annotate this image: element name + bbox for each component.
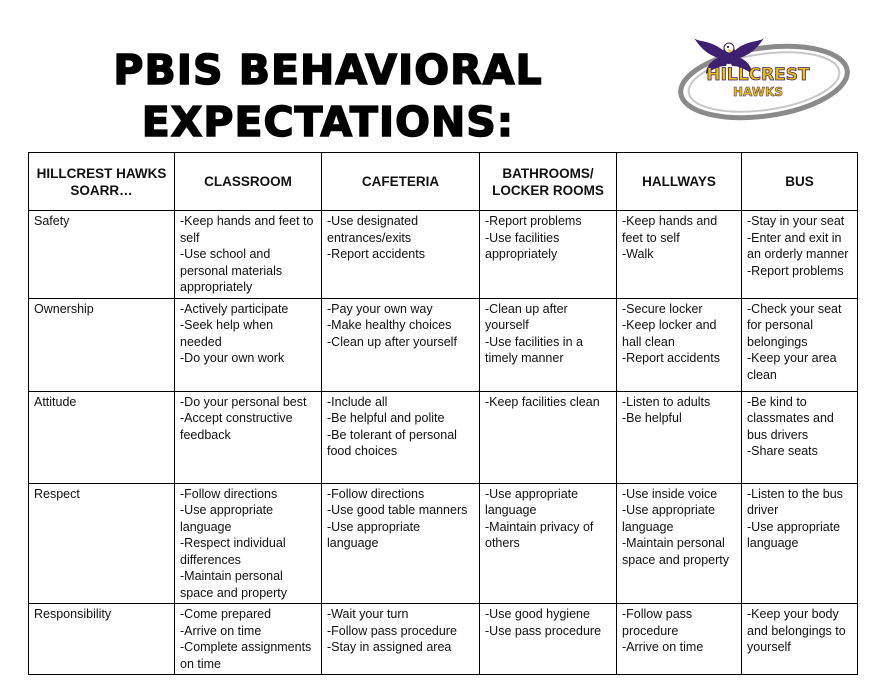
expectation-item: -Keep facilities clean [485, 394, 600, 409]
expectation-item: -Report problems [485, 214, 582, 228]
expectation-item: -Use pass procedure [485, 623, 602, 638]
cell-ownership-bus [742, 298, 858, 391]
expectations-table [28, 152, 858, 675]
expectation-item: -Be tolerant of personal food choices [327, 427, 457, 458]
cell-responsibility-bathrooms [480, 604, 617, 675]
expectation-item: -Respect individual differences [180, 536, 286, 567]
expectation-item: -Enter and exit in an orderly manner [747, 230, 849, 261]
expectation-item: -Secure locker [622, 301, 703, 316]
header-cell-bathrooms: BATHROOMS/ LOCKER ROOMS [480, 153, 617, 211]
header-cell-classroom: CLASSROOM [175, 153, 322, 211]
expectation-item: -Use good table manners [327, 503, 468, 517]
expectation-item: -Pay your own way [327, 301, 433, 316]
school-logo [672, 30, 852, 125]
logo-mascot: HAWKS [733, 85, 783, 99]
row-label-ownership: Ownership [29, 298, 175, 391]
table-row-responsibility [29, 604, 858, 675]
row-label-safety: Safety [29, 211, 175, 299]
expectation-item: -Use designated entrances/exits [327, 214, 419, 245]
expectation-item: -Use facilities appropriately [485, 230, 560, 261]
header-row [29, 153, 858, 211]
cell-safety-hallways [617, 211, 742, 299]
cell-attitude-hallways [617, 391, 742, 483]
expectation-item: -Follow pass procedure [622, 607, 693, 638]
expectation-item: -Follow directions [327, 486, 425, 501]
expectation-item: -Seek help when needed [180, 318, 274, 349]
expectation-item: -Maintain personal space and property [180, 569, 288, 600]
expectation-item: -Do your own work [180, 351, 285, 365]
cell-responsibility-hallways [617, 604, 742, 675]
cell-safety-classroom [175, 211, 322, 299]
expectation-item: -Clean up after yourself [327, 334, 457, 349]
expectation-item: -Use good hygiene [485, 607, 590, 621]
expectation-item: -Keep locker and hall clean [622, 318, 717, 349]
row-label-respect: Respect [29, 483, 175, 604]
expectation-item: -Be helpful [622, 411, 682, 425]
expectation-item: -Follow directions [180, 486, 278, 501]
expectation-item: -Arrive on time [180, 623, 262, 638]
cell-safety-bathrooms [480, 211, 617, 299]
cell-safety-cafeteria [322, 211, 480, 299]
expectation-item: -Share seats [747, 444, 818, 458]
expectation-item: -Report accidents [622, 351, 720, 365]
cell-ownership-bathrooms [480, 298, 617, 391]
table-row-ownership [29, 298, 858, 391]
cell-responsibility-cafeteria [322, 604, 480, 675]
page-title-line-2: EXPECTATIONS: [141, 98, 515, 146]
row-label-attitude: Attitude [29, 391, 175, 483]
cell-ownership-classroom [175, 298, 322, 391]
cell-responsibility-bus [742, 604, 858, 675]
cell-respect-hallways [617, 483, 742, 604]
expectation-item: -Stay in your seat [747, 214, 845, 228]
expectation-item: -Use school and personal materials appropriately [180, 247, 283, 294]
expectation-item: -Be helpful and polite [327, 411, 445, 425]
expectation-item: -Stay in assigned area [327, 640, 452, 654]
row-label-responsibility: Responsibility [29, 604, 175, 675]
expectation-item: -Use facilities in a timely manner [485, 334, 583, 365]
cell-attitude-bathrooms [480, 391, 617, 483]
expectation-item: -Keep your area clean [747, 351, 837, 382]
cell-respect-bus [742, 483, 858, 604]
expectation-item: -Be kind to classmates and bus drivers [747, 394, 834, 442]
cell-attitude-classroom [175, 391, 322, 483]
page-title [108, 44, 548, 148]
expectation-item: -Follow pass procedure [327, 623, 457, 638]
cell-safety-bus [742, 211, 858, 299]
expectation-item: -Check your seat for personal belongings [747, 301, 842, 349]
expectation-item: -Report problems [747, 263, 844, 278]
header-cell-cafeteria: CAFETERIA [322, 153, 480, 211]
expectation-item: -Use appropriate language [180, 503, 274, 534]
expectation-item: -Use inside voice [622, 486, 718, 501]
cell-responsibility-classroom [175, 604, 322, 675]
expectation-item: -Wait your turn [327, 607, 409, 621]
expectation-item: -Use appropriate language [622, 503, 716, 534]
expectation-item: -Make healthy choices [327, 318, 452, 332]
expectation-item: -Accept constructive feedback [180, 411, 293, 442]
expectation-item: -Use appropriate language [485, 486, 579, 517]
expectation-item: -Keep hands and feet to self [622, 214, 718, 245]
expectation-item: -Clean up after yourself [485, 301, 568, 332]
expectation-item: -Do your personal best [180, 394, 307, 409]
expectation-item: -Walk [622, 247, 654, 261]
expectation-item: -Include all [327, 394, 388, 409]
cell-attitude-cafeteria [322, 391, 480, 483]
cell-respect-bathrooms [480, 483, 617, 604]
expectation-item: -Keep hands and feet to self [180, 214, 314, 245]
header-cell-hallways: HALLWAYS [617, 153, 742, 211]
page-title-line-1: PBIS BEHAVIORAL [113, 46, 543, 94]
table-row-attitude [29, 391, 858, 483]
header-cell-bus: BUS [742, 153, 858, 211]
expectation-item: -Come prepared [180, 607, 272, 621]
cell-respect-classroom [175, 483, 322, 604]
expectation-item: -Listen to adults [622, 394, 711, 409]
expectation-item: -Use appropriate language [747, 519, 841, 550]
expectation-item: -Use appropriate language [327, 519, 421, 550]
expectation-item: -Arrive on time [622, 640, 704, 654]
cell-attitude-bus [742, 391, 858, 483]
header-cell-soarr: HILLCREST HAWKS SOARR… [29, 153, 175, 211]
cell-ownership-hallways [617, 298, 742, 391]
expectation-item: -Maintain personal space and property [622, 536, 730, 567]
expectation-item: -Actively participate [180, 301, 289, 316]
cell-ownership-cafeteria [322, 298, 480, 391]
expectation-item: -Maintain privacy of others [485, 519, 594, 550]
cell-respect-cafeteria [322, 483, 480, 604]
table-row-safety [29, 211, 858, 299]
logo-name: HILLCREST [706, 65, 810, 85]
expectation-item: -Keep your body and belongings to yourself [747, 607, 846, 654]
expectation-item: -Complete assignments on time [180, 640, 312, 671]
expectation-item: -Report accidents [327, 247, 425, 261]
table-row-respect [29, 483, 858, 604]
expectation-item: -Listen to the bus driver [747, 486, 843, 517]
